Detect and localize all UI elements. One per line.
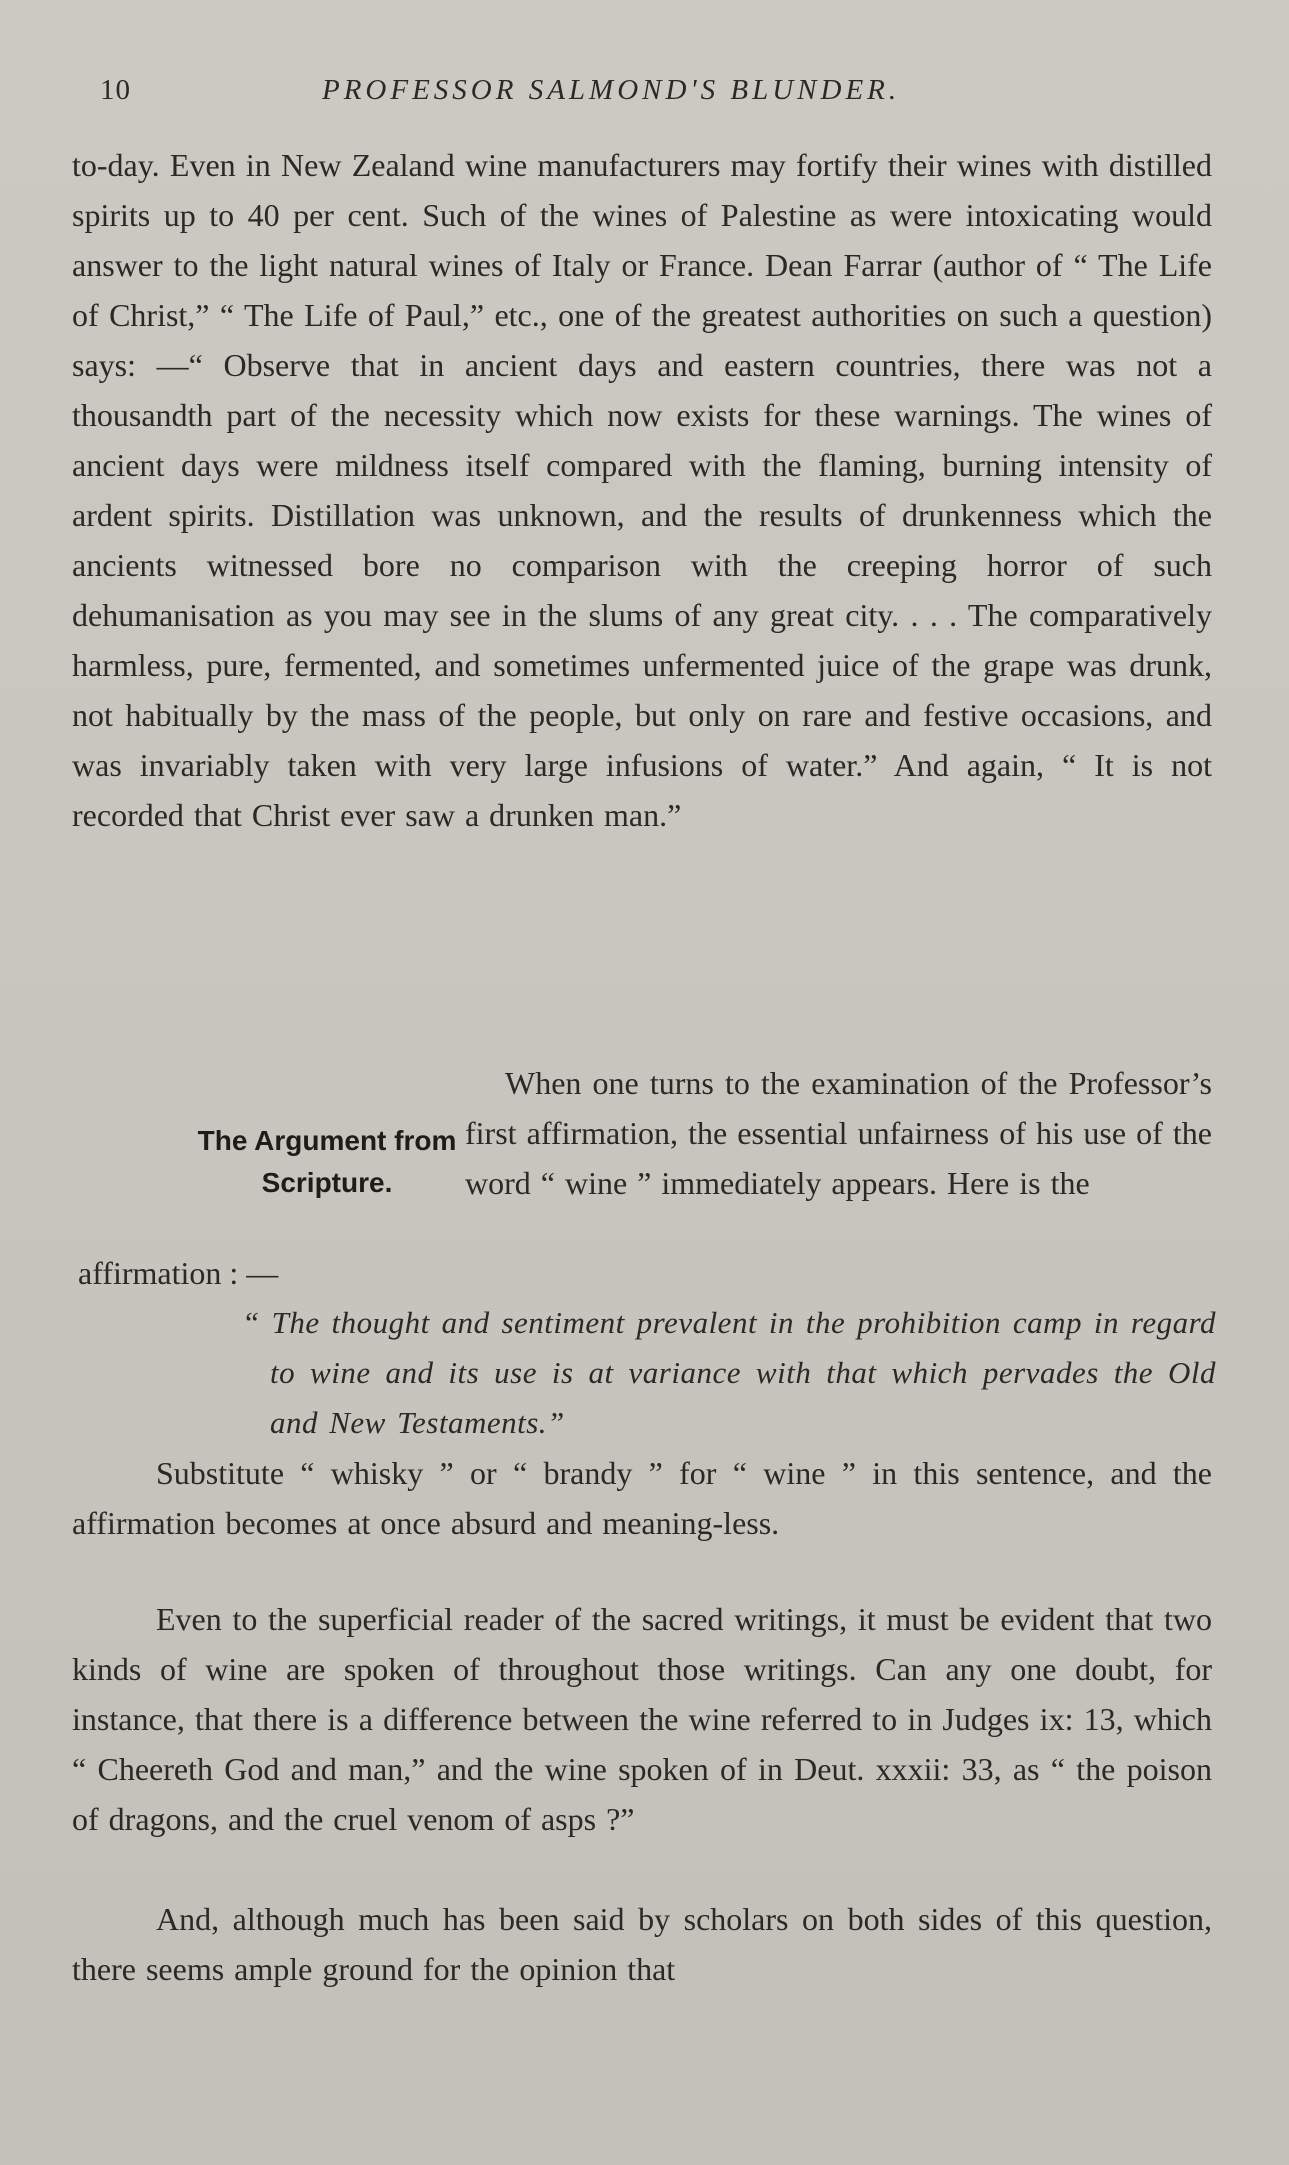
paragraph-dean-farrar: to-day. Even in New Zealand wine manufacturers may fortify their wines with distilled spirits up to 40 per cent. Such of the wines of Palestine as were intoxicating would answer to the light natural wines of Italy or France. Dean Farrar (author of “ The Life of Christ,” “ The Life of Paul,” etc., one of the greatest authorities on such a question) says: —“ Observe that in ancient days and eastern countries, there was not a thousandth part of the necessity which now exists for these warnings. The wines of ancient days were mildness itself compared with the flaming, burning intensity of ardent spirits. Distillation was unknown, and the results of drunkenness which the ancients witnessed bore no comparison with the creeping horror of such dehumanisation as you may see in the slums of any great city. . . . The comparatively harmless, pure, fermented, and sometimes unfermented juice of the grape was drunk, not habitually by the mass of the people, but only on rare and festive occasions, and was invariably taken with very large infusions of water.” And again, “ It is not recorded that Christ ever saw a drunken man.” bbox=[72, 147, 1212, 833]
paragraph-scholars: And, although much has been said by scholars on both sides of this question, there seems ample ground for the opinion that bbox=[72, 1901, 1212, 1987]
paragraph-substitute: Substitute “ whisky ” or “ brandy ” for “ wine ” in this sentence, and the affirmation becomes at once absurd and meaning-less. bbox=[72, 1455, 1212, 1541]
quote-text: “ The thought and sentiment prevalent in the prohibition camp in regard to wine and its use is at variance with that which pervades the Old and New Testaments.” bbox=[242, 1305, 1216, 1440]
sidenote-heading: The Argument from Scripture. bbox=[197, 1125, 457, 1198]
running-title: PROFESSOR SALMOND'S BLUNDER. bbox=[322, 74, 901, 106]
page-number: 10 bbox=[100, 74, 131, 106]
block-quote bbox=[196, 1298, 1216, 1448]
affirmation-label: affirmation : — bbox=[78, 1255, 279, 1291]
page-header bbox=[0, 74, 1289, 114]
paragraph-two-kinds-of-wine: Even to the superficial reader of the sacred writings, it must be evident that two kinds of wine are spoken of throughout those writings. Can any one doubt, for instance, that there is a difference between the wine referred to in Judges ix: 13, which “ Cheereth God and man,” and the wine spoken of in Deut. xxxii: 33, as “ the poison of dragons, and the cruel venom of asps ?” bbox=[72, 1601, 1212, 1837]
sidenote-block bbox=[72, 1058, 1212, 1258]
paragraph-examination: When one turns to the examination of the Professor’s first affirmation, the essential unfairness of his use of the word “ wine ” immediately appears. Here is the bbox=[465, 1065, 1212, 1201]
